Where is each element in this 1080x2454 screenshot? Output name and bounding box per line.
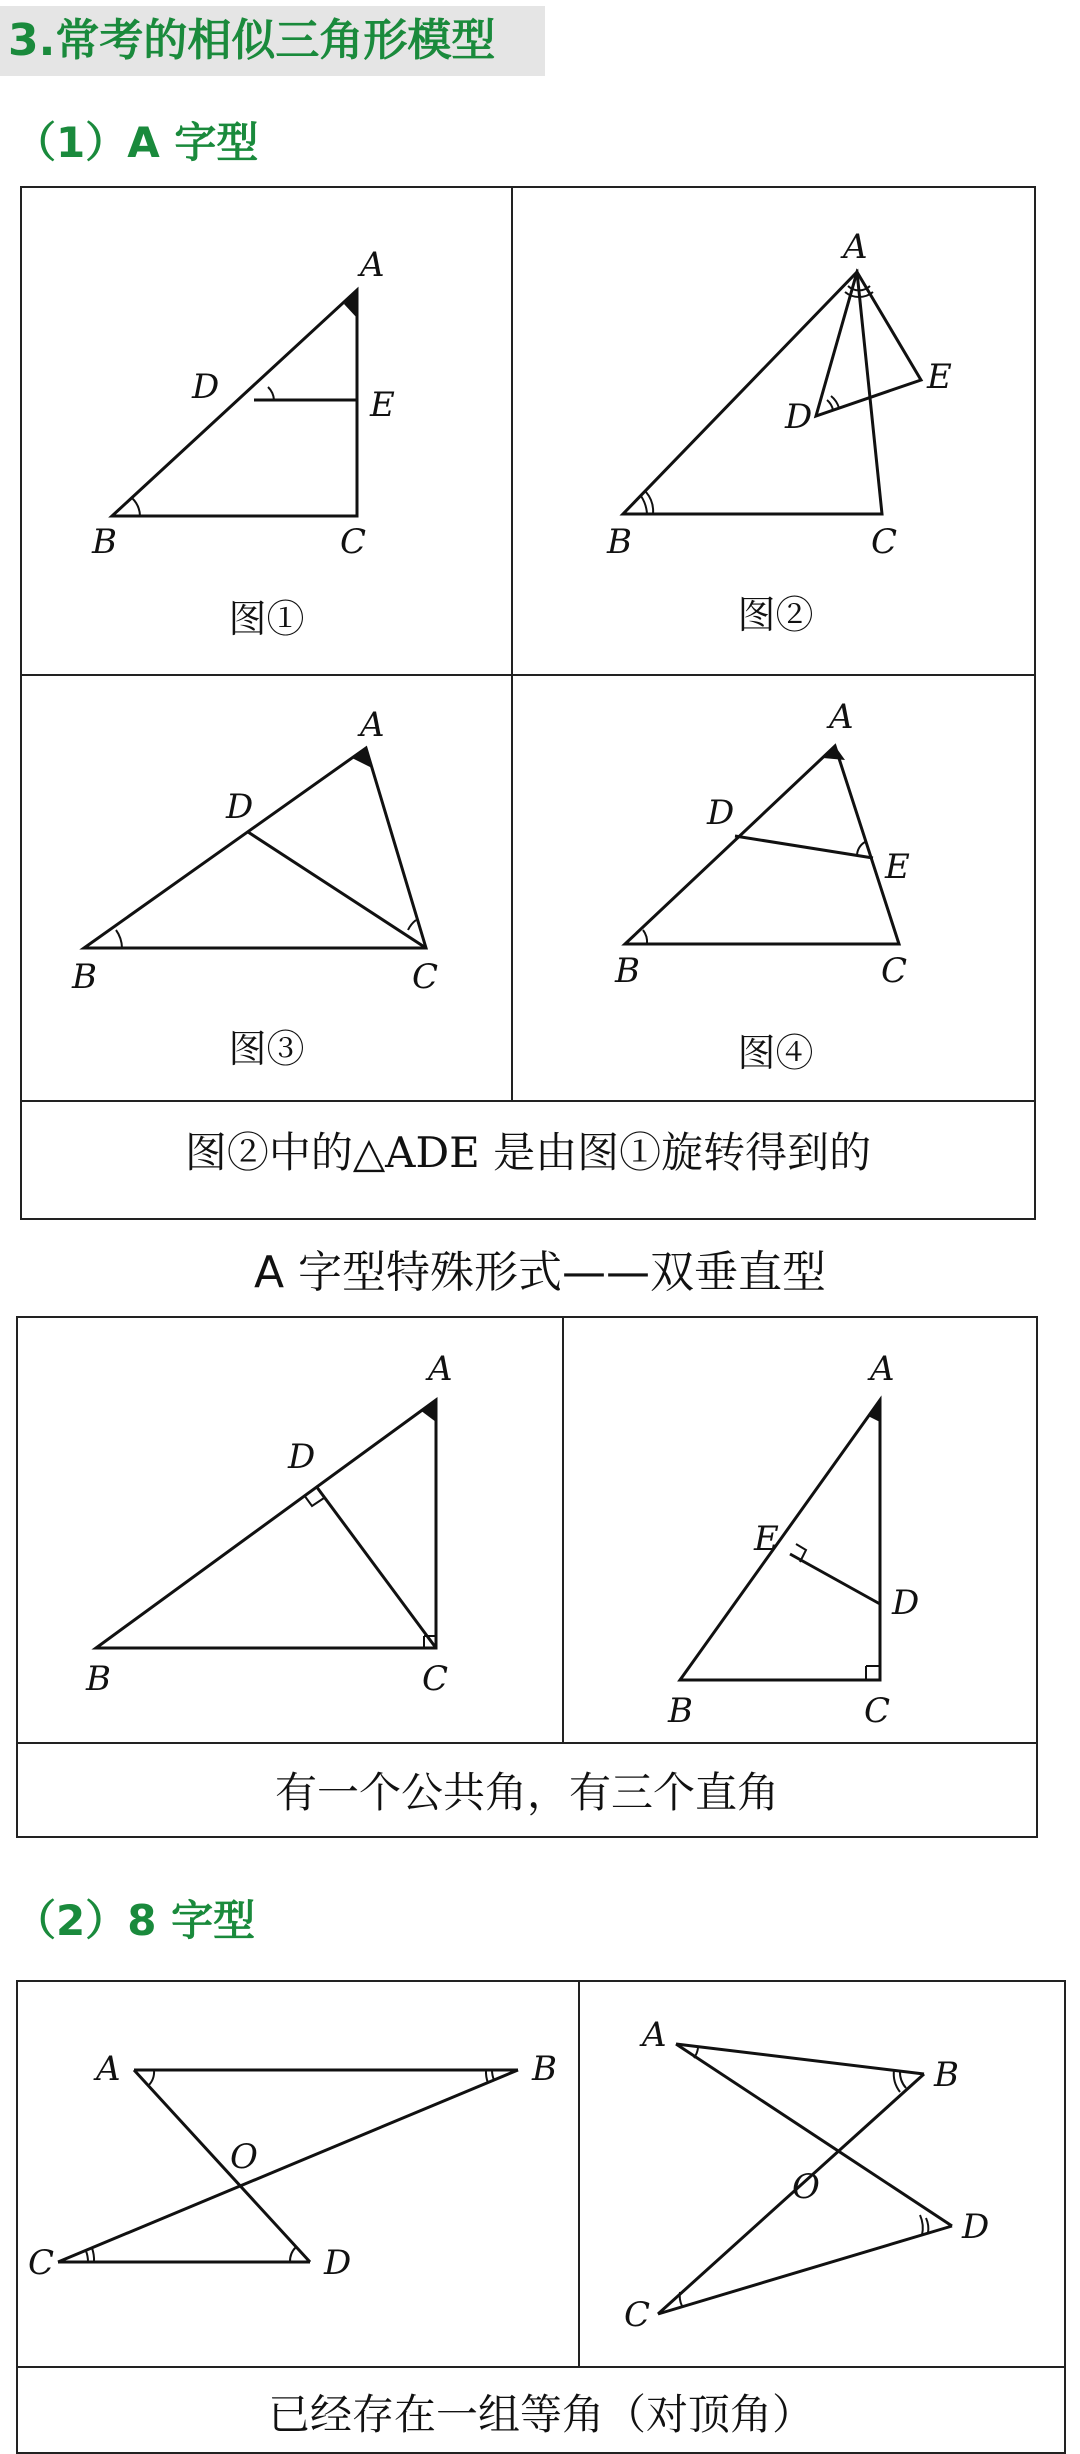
label-a: A xyxy=(96,2049,121,2089)
label-d: D xyxy=(962,2207,990,2247)
label-b: B xyxy=(532,2049,557,2089)
perpendicular-figure-2 xyxy=(564,1318,1040,1742)
figure-3 xyxy=(22,676,511,1100)
eight-figure-2-diagram xyxy=(580,1982,1068,2366)
label-d: D xyxy=(192,367,220,407)
figure-1-caption: 图① xyxy=(228,597,305,641)
label-c: C xyxy=(871,522,898,562)
special-form-title: A 字型特殊形式——双垂直型 xyxy=(253,1247,827,1298)
label-a: A xyxy=(829,697,854,737)
label-o: O xyxy=(230,2137,258,2177)
label-d: D xyxy=(785,397,813,437)
label-c: C xyxy=(864,1691,891,1731)
label-e: E xyxy=(754,1519,779,1559)
eight-figure-1-diagram xyxy=(18,1982,578,2366)
label-a: A xyxy=(360,245,385,285)
label-b: B xyxy=(615,951,640,991)
figure-3-caption: 图③ xyxy=(228,1027,305,1071)
double-perpendicular-note: 有一个公共角，有三个直角 xyxy=(274,1768,779,1817)
a-type-table xyxy=(20,186,1036,1220)
figure-2 xyxy=(513,188,1038,674)
eight-type-title: （2）8 字型 xyxy=(14,1896,256,1945)
perpendicular-figure-2-diagram xyxy=(564,1318,1040,1742)
label-b: B xyxy=(607,522,632,562)
figure-1 xyxy=(22,188,511,674)
label-o: O xyxy=(792,2167,820,2207)
label-b: B xyxy=(92,522,117,562)
label-b: B xyxy=(934,2055,959,2095)
figure-4-caption: 图④ xyxy=(737,1031,814,1075)
label-a: A xyxy=(642,2015,667,2055)
label-d: D xyxy=(288,1437,316,1477)
a-type-note: 图②中的△ADE 是由图①旋转得到的 xyxy=(184,1128,872,1177)
label-e: E xyxy=(927,357,952,397)
label-a: A xyxy=(870,1349,895,1389)
label-b: B xyxy=(668,1691,693,1731)
label-c: C xyxy=(881,951,908,991)
label-c: C xyxy=(624,2295,651,2335)
label-d: D xyxy=(707,793,735,833)
label-b: B xyxy=(86,1659,111,1699)
eight-figure-2 xyxy=(580,1982,1068,2366)
label-c: C xyxy=(412,957,439,997)
label-a: A xyxy=(428,1349,453,1389)
label-e: E xyxy=(370,385,395,425)
label-c: C xyxy=(28,2243,55,2283)
perpendicular-figure-1-diagram xyxy=(18,1318,562,1742)
label-d: D xyxy=(226,787,254,827)
label-a: A xyxy=(360,705,385,745)
eight-figure-1 xyxy=(18,1982,578,2366)
label-d: D xyxy=(324,2243,352,2283)
figure-2-caption: 图② xyxy=(737,593,814,637)
perpendicular-figure-1 xyxy=(18,1318,562,1742)
label-b: B xyxy=(72,957,97,997)
figure-4 xyxy=(513,676,1038,1100)
label-a: A xyxy=(843,227,868,267)
label-c: C xyxy=(422,1659,449,1699)
eight-type-note: 已经存在一组等角（对顶角） xyxy=(267,2390,814,2439)
a-type-title: （1）A 字型 xyxy=(14,118,259,167)
label-c: C xyxy=(340,522,367,562)
label-d: D xyxy=(892,1583,920,1623)
label-e: E xyxy=(885,847,910,887)
eight-type-table xyxy=(16,1980,1066,2454)
double-perpendicular-table xyxy=(16,1316,1038,1838)
section-heading: 3.常考的相似三角形模型 xyxy=(0,6,545,76)
